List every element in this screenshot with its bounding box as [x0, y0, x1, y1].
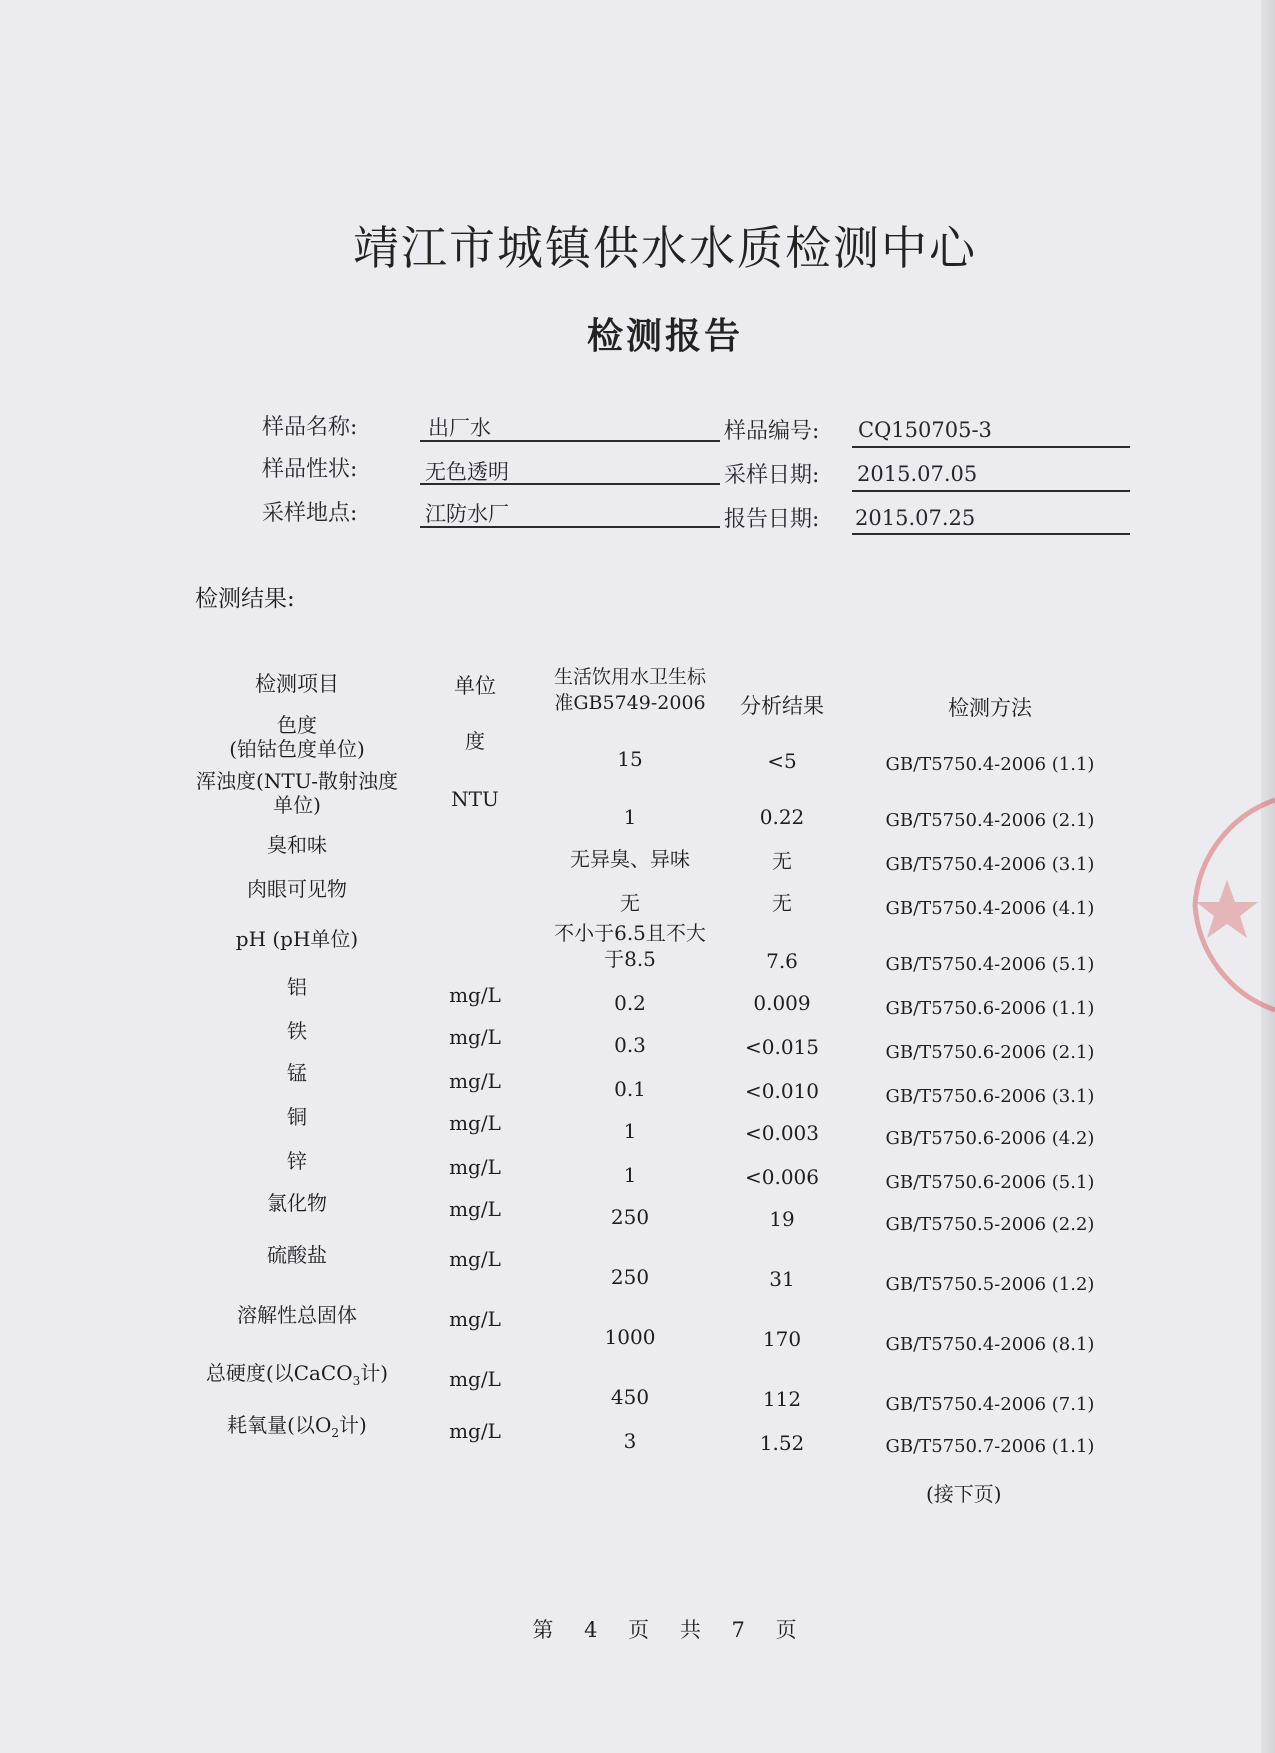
row-copper-unit: mg/L	[449, 1111, 501, 1135]
organization-title: 靖江市城镇供水水质检测中心	[353, 221, 977, 275]
sampling-date-underline	[852, 490, 1130, 492]
sample-state-value: 无色透明	[425, 460, 509, 484]
row-ph-item: pH (pH单位)	[235, 927, 359, 951]
page-footer	[0, 1614, 1275, 1644]
row-manganese-standard: 0.1	[614, 1077, 646, 1101]
row-iron-method: GB/T5750.6-2006 (2.1)	[885, 1042, 1095, 1063]
report-date-underline	[852, 533, 1130, 535]
row-tds-method: GB/T5750.4-2006 (8.1)	[885, 1334, 1095, 1355]
row-oxygen-standard: 3	[623, 1429, 637, 1453]
sample-name-label: 样品名称:	[262, 415, 358, 440]
sample-state-label: 样品性状:	[262, 457, 358, 482]
footer-total-pages: 7	[731, 1618, 746, 1642]
row-aluminum-standard: 0.2	[614, 991, 646, 1015]
sample-id-label: 样品编号:	[724, 419, 820, 444]
row-oxygen-method: GB/T5750.7-2006 (1.1)	[885, 1436, 1095, 1457]
row-oxygen-result: 1.52	[759, 1431, 805, 1455]
row-turbidity-method: GB/T5750.4-2006 (2.1)	[885, 810, 1095, 831]
row-chloride-item: 氯化物	[267, 1191, 327, 1215]
row-tds-standard: 1000	[604, 1325, 656, 1349]
header-result: 分析结果	[740, 694, 824, 718]
footer-page-number: 4	[584, 1618, 599, 1642]
row-odor-method: GB/T5750.4-2006 (3.1)	[885, 854, 1095, 875]
row-tds-result: 170	[762, 1327, 802, 1351]
row-color-standard: 15	[617, 747, 643, 771]
row-iron-unit: mg/L	[449, 1025, 501, 1049]
official-seal-stamp	[1185, 790, 1275, 1020]
row-sulfate-item: 硫酸盐	[267, 1243, 327, 1267]
sampling-site-label: 采样地点:	[262, 501, 358, 526]
row-ph-result: 7.6	[766, 949, 798, 973]
row-chloride-method: GB/T5750.5-2006 (2.2)	[885, 1214, 1095, 1235]
row-turbidity-item-sub: 单位)	[273, 793, 321, 817]
row-turbidity-item: 浑浊度(NTU-散射浊度	[196, 769, 398, 793]
sampling-date-value: 2015.07.05	[857, 462, 978, 486]
row-iron-item: 铁	[287, 1019, 307, 1043]
row-color-item-sub: (铂钴色度单位)	[229, 737, 365, 761]
row-tds-item: 溶解性总固体	[237, 1303, 357, 1327]
row-visible-matter-standard: 无	[620, 891, 640, 915]
row-color-unit: 度	[465, 729, 485, 753]
row-color-result: <5	[767, 749, 797, 773]
row-ph-standard-line2: 于8.5	[604, 947, 656, 971]
row-tds-unit: mg/L	[449, 1307, 501, 1331]
row-chloride-result: 19	[769, 1207, 795, 1231]
row-copper-standard: 1	[623, 1119, 637, 1143]
row-zinc-standard: 1	[623, 1163, 637, 1187]
row-oxygen-unit: mg/L	[449, 1419, 501, 1443]
footer-ye-2: 页	[775, 1618, 798, 1642]
row-aluminum-item: 铝	[287, 975, 307, 999]
row-hardness-item	[172, 1360, 422, 1394]
row-copper-method: GB/T5750.6-2006 (4.2)	[885, 1128, 1095, 1149]
row-ph-method: GB/T5750.4-2006 (5.1)	[885, 954, 1095, 975]
row-chloride-standard: 250	[610, 1205, 650, 1229]
header-standard-line2: 准GB5749-2006	[554, 692, 706, 714]
row-zinc-item: 锌	[287, 1149, 307, 1173]
report-date-label: 报告日期:	[724, 507, 820, 532]
row-hardness-standard: 450	[610, 1385, 650, 1409]
continued-note: (接下页)	[926, 1482, 1002, 1506]
header-method: 检测方法	[948, 696, 1032, 720]
row-hardness-result: 112	[762, 1387, 802, 1411]
row-sulfate-method: GB/T5750.5-2006 (1.2)	[885, 1274, 1095, 1295]
header-unit: 单位	[454, 674, 496, 698]
row-iron-result: <0.015	[744, 1035, 819, 1059]
header-item: 检测项目	[255, 672, 339, 696]
row-copper-result: <0.003	[744, 1121, 819, 1145]
header-standard-line1: 生活饮用水卫生标	[553, 666, 706, 688]
hardness-label-post: 计)	[360, 1361, 389, 1385]
row-turbidity-result: 0.22	[759, 805, 805, 829]
sampling-site-value: 江防水厂	[425, 502, 509, 526]
row-iron-standard: 0.3	[614, 1033, 646, 1057]
row-manganese-item: 锰	[287, 1061, 307, 1085]
results-heading: 检测结果:	[195, 586, 295, 612]
oxygen-label-sub: 2	[331, 1426, 340, 1440]
sample-id-underline	[852, 446, 1130, 448]
report-title: 检测报告	[586, 315, 743, 357]
hardness-label-pre: 总硬度(以CaCO	[205, 1361, 353, 1385]
row-zinc-result: <0.006	[744, 1165, 819, 1189]
row-zinc-unit: mg/L	[449, 1155, 501, 1179]
row-manganese-unit: mg/L	[449, 1069, 501, 1093]
oxygen-label-pre: 耗氧量(以O	[227, 1413, 332, 1437]
hardness-label-sub: 3	[352, 1374, 361, 1388]
row-hardness-method: GB/T5750.4-2006 (7.1)	[885, 1394, 1095, 1415]
row-odor-result: 无	[772, 849, 792, 873]
row-aluminum-result: 0.009	[753, 991, 811, 1015]
row-aluminum-method: GB/T5750.6-2006 (1.1)	[885, 998, 1095, 1019]
row-copper-item: 铜	[287, 1105, 307, 1129]
row-aluminum-unit: mg/L	[449, 983, 501, 1007]
report-date-value: 2015.07.25	[855, 506, 976, 530]
row-visible-matter-item: 肉眼可见物	[247, 877, 347, 901]
row-visible-matter-method: GB/T5750.4-2006 (4.1)	[885, 898, 1095, 919]
row-zinc-method: GB/T5750.6-2006 (5.1)	[885, 1172, 1095, 1193]
row-color-method: GB/T5750.4-2006 (1.1)	[885, 754, 1095, 775]
row-color-item: 色度	[277, 713, 317, 737]
footer-gong: 共	[679, 1618, 702, 1642]
row-sulfate-result: 31	[769, 1267, 795, 1291]
oxygen-label-post: 计)	[339, 1413, 367, 1437]
sample-state-underline	[420, 483, 720, 485]
row-odor-standard: 无异臭、异味	[570, 847, 690, 871]
row-odor-item: 臭和味	[267, 833, 327, 857]
row-manganese-result: <0.010	[744, 1079, 819, 1103]
footer-ye: 页	[628, 1618, 651, 1642]
row-sulfate-unit: mg/L	[449, 1247, 501, 1271]
sampling-date-label: 采样日期:	[724, 463, 820, 488]
footer-di: 第	[532, 1618, 555, 1642]
row-oxygen-item	[172, 1412, 422, 1446]
sample-name-value: 出厂水	[428, 416, 491, 440]
row-turbidity-standard: 1	[623, 805, 637, 829]
sampling-site-underline	[420, 526, 720, 528]
row-chloride-unit: mg/L	[449, 1197, 501, 1221]
row-manganese-method: GB/T5750.6-2006 (3.1)	[885, 1086, 1095, 1107]
row-hardness-unit: mg/L	[449, 1367, 501, 1391]
sample-name-underline	[420, 440, 720, 442]
sample-id-value: CQ150705-3	[858, 418, 992, 442]
row-turbidity-unit: NTU	[451, 787, 499, 811]
row-visible-matter-result: 无	[772, 891, 792, 915]
row-sulfate-standard: 250	[610, 1265, 650, 1289]
row-ph-standard-line1: 不小于6.5且不大	[554, 921, 706, 945]
